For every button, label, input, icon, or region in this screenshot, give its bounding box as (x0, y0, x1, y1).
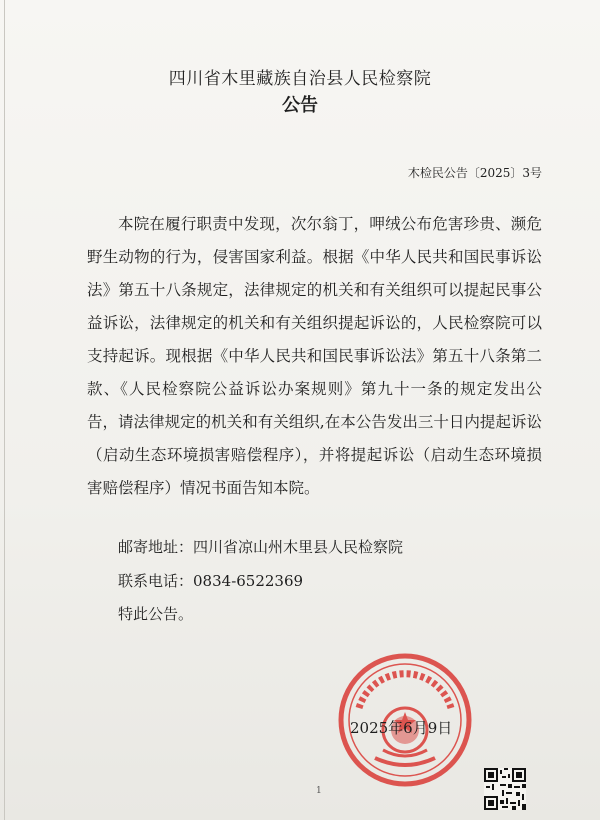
phone-line (118, 570, 303, 591)
organization-name: 四川省木里藏族自治县人民检察院 (168, 69, 432, 89)
address-label: 邮寄地址： (118, 538, 194, 556)
announcement-paragraph: 本院在履行职责中发现，次尔翁丁，呷绒公布危害珍贵、濒危野生动物的行为，侵害国家利益。根据《中华人民共和国民事诉讼法》第五十八条规定，法律规定的机关和有关组织可以提起民事公益诉讼，法律规定的机关和有关组织提起诉讼的，人民检察院可以支持起诉。现根据《中华人民共和国民事诉讼法》第五十八条第二款、《人民检察院公益诉讼办案规则》第九十一条的规定发出公告，请法律规定的机关和有关组织,在本公告发出三十日内提起诉讼（启动生态环境损害赔偿程序），并将提起诉讼（启动生态环境损害赔偿程序）情况书面告知本院。 (87, 215, 542, 497)
address-value: 四川省凉山州木里县人民检察院 (193, 538, 404, 556)
qr-code-icon (484, 768, 526, 810)
announcement-date: 2025年6月9日 (350, 719, 453, 737)
document-number: 木检民公告〔2025〕3号 (407, 166, 542, 180)
page-edge-divider (4, 0, 5, 820)
closing-line: 特此公告。 (118, 605, 194, 623)
phone-value: 0834-6522369 (193, 572, 304, 590)
address-line (118, 536, 403, 557)
announcement-body (87, 208, 542, 505)
phone-label: 联系电话： (118, 572, 194, 590)
page-number: 1 (316, 786, 322, 796)
document-title: 公告 (282, 95, 318, 116)
